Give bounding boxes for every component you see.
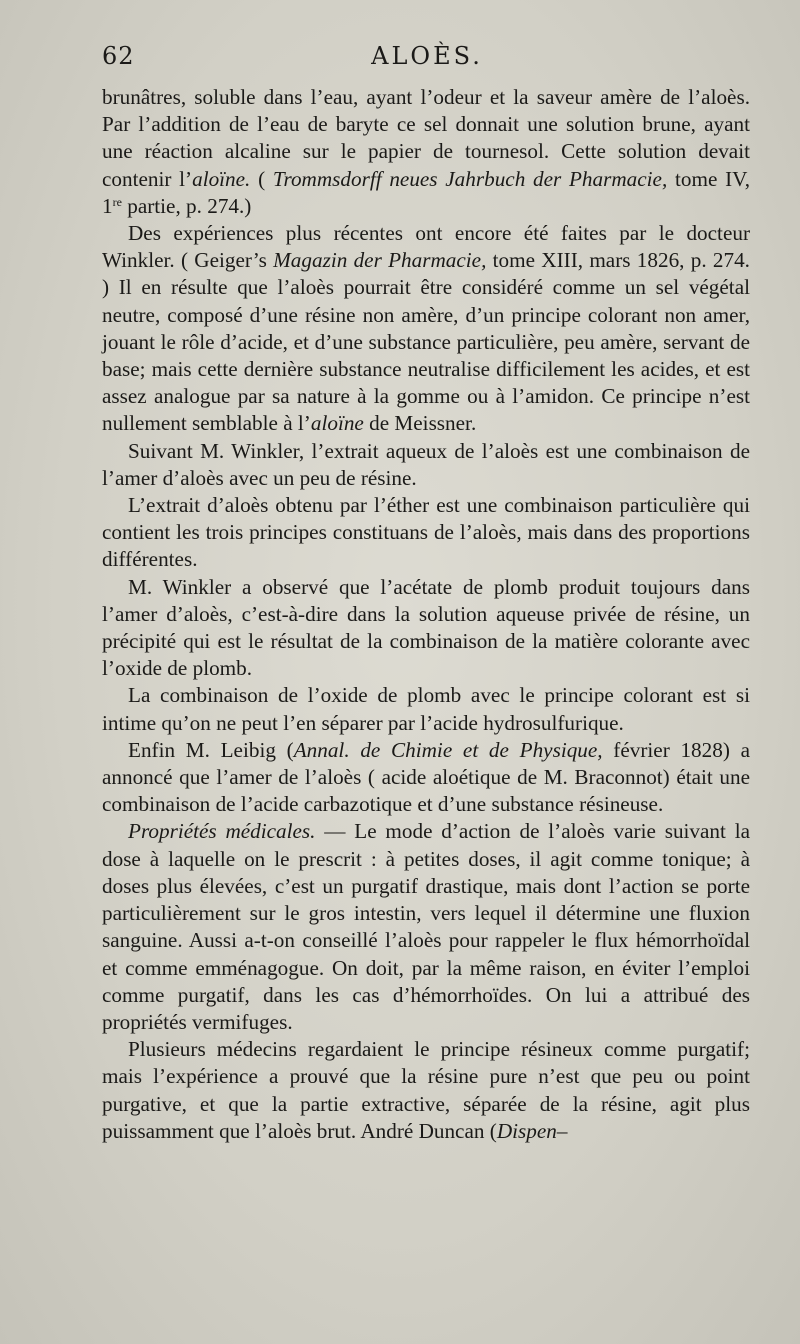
text-segment: partie, p. 274.) — [121, 193, 252, 218]
running-title: ALOÈS. — [371, 42, 483, 70]
text-segment: L’extrait d’aloès obtenu par l’éther est une combinaison particulière qui contient les trois principes constituans de l’aloès, mais dans des proportions différentes. — [102, 493, 750, 572]
paragraph-aqueous-extract — [102, 438, 750, 492]
paragraph-lead-oxide — [102, 682, 750, 736]
text-segment: La combinaison de l’oxide de plomb avec le principe colorant est si intime qu’on ne peut l’en séparer par l’acide hydrosulfurique. — [102, 683, 750, 735]
paragraph-ether-extract — [102, 492, 750, 574]
italic-text-segment: Annal. de Chimie et de Physique, — [293, 737, 603, 762]
text-segment: M. Winkler a observé que l’acétate de plomb produit toujours dans l’amer d’aloès, c’est-à-dire dans la solution aqueuse privée de résine, un précipité qui est le résultat de la combinaison de la matière colorante avec l’oxide de plomb. — [102, 574, 750, 681]
superscript-segment: re — [112, 194, 122, 209]
italic-text-segment: Magazin der Pharmacie, — [273, 248, 487, 273]
paragraph-lead-acetate — [102, 574, 750, 683]
paragraph-continued — [102, 84, 750, 220]
text-segment: ( — [250, 166, 273, 191]
paragraph-medical-properties — [102, 818, 750, 1036]
italic-text-segment: Dispen– — [496, 1118, 568, 1143]
text-segment: Des expériences plus récentes ont encore été faites par le docteur Winkler. ( Geiger’s — [102, 221, 750, 273]
italic-text-segment: aloïne. — [192, 166, 251, 191]
italic-text-segment: aloïne — [310, 411, 364, 436]
text-segment: Plusieurs médecins regardaient le principe résineux comme purgatif; mais l’expérience a prouvé que la résine pure n’est que peu ou point purgative, et que la partie extractive, séparée de la résine, agit plus puissamment que l’aloès brut. André Duncan ( — [102, 1037, 750, 1143]
italic-text-segment: Propriétés médicales. — [128, 819, 316, 844]
italic-text-segment: Trommsdorff neues Jahrbuch der Pharmacie, — [272, 166, 668, 191]
text-segment: — Le mode d’action de l’aloès varie suivant la dose à laquelle on le prescrit : à petites doses, il agit comme tonique; à doses plus élevées, c’est un purgatif drastique, mais dont l’action se porte particulièrement sur le gros intestin, vers lequel il détermine une fluxion sanguine. Aussi a-t-on conseillé l’aloès pour rappeler le flux hémorrhoïdal et comme emménagogue. On doit, par la même raison, en éviter l’emploi comme purgatif, dans les cas d’hémorrhoïdes. On lui a attribué des propriétés vermifuges. — [102, 819, 750, 1034]
paragraph-leibig — [102, 737, 750, 819]
text-segment: Enfin M. Leibig ( — [128, 737, 294, 762]
text-segment: tome XIII, mars 1826, p. 274. ) Il en résulte que l’aloès pourrait être considéré comme un sel végétal neutre, composé d’une résine non amère, d’un principe colorant non amer, jouant le rôle d’acide, et d’une substance particulière, peu amère, servant de base; mais cette dernière substance neutralise difficilement les acides, et est assez analogue par sa nature à la gomme ou à l’amidon. Ce principe n’est nullement semblable à l’ — [102, 248, 750, 436]
text-segment: brunâtres, soluble dans l’eau, ayant l’odeur et la saveur amère de l’aloès. Par l’addition de l’eau de baryte ce sel donnait une solution brune, ayant une réaction alcaline sur le papier de tournesol. Cette solution devait contenir l’ — [102, 85, 750, 191]
paragraph-resinous-principle — [102, 1036, 750, 1145]
text-segment: février 1828) a annoncé que l’amer de l’aloès ( acide aloétique de M. Braconnot) était une combinaison de l’acide carbazotique et d’une substance résineuse. — [102, 737, 751, 817]
page-header — [102, 42, 752, 76]
text-segment: tome IV, 1 — [102, 166, 750, 218]
body-text — [102, 84, 750, 1145]
text-segment: de Meissner. — [363, 411, 477, 436]
page-number: 62 — [102, 42, 135, 70]
paragraph-winkler-experiments — [102, 220, 750, 438]
text-segment: Suivant M. Winkler, l’extrait aqueux de l’aloès est une combinaison de l’amer d’aloès avec un peu de résine. — [102, 438, 750, 490]
